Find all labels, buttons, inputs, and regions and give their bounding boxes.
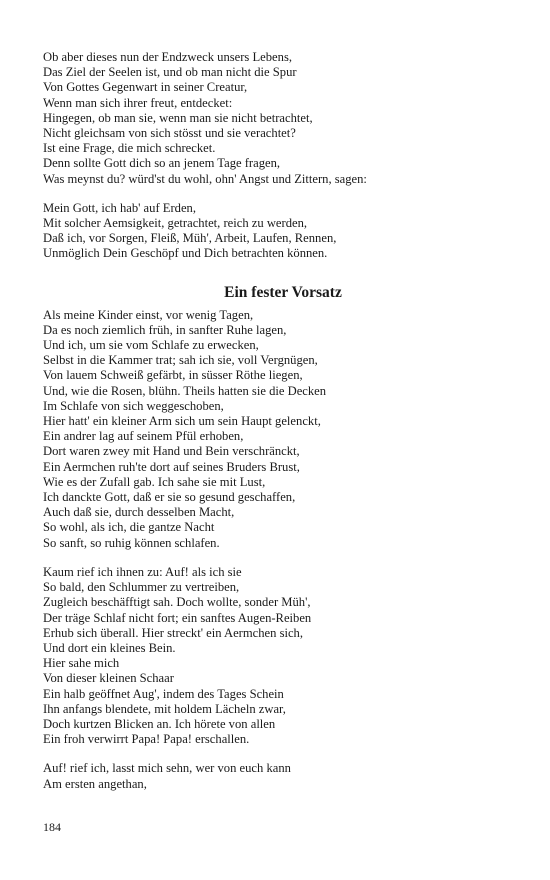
verse-line: Ein andrer lag auf seinem Pfül erhoben, <box>43 429 244 444</box>
verse-line: Auch daß sie, durch desselben Macht, <box>43 505 235 520</box>
verse-line: Ihn anfangs blendete, mit holdem Lächeln zwar, <box>43 701 286 716</box>
poem-section-before <box>43 50 523 262</box>
stanza <box>43 565 523 747</box>
verse-line: Ob aber dieses nun der Endzweck unsers Lebens, <box>43 50 292 64</box>
verse-line: Das Ziel der Seelen ist, und ob man nicht die Spur <box>43 65 297 80</box>
verse-line: Selbst in die Kammer trat; sah ich sie, voll Vergnügen, <box>43 353 318 368</box>
verse-line: Doch kurtzen Blicken an. Ich hörete von allen <box>43 716 276 731</box>
stanza <box>43 761 523 791</box>
verse-line: Am ersten angethan, <box>43 776 147 791</box>
verse-line: So sanft, so ruhig können schlafen. <box>43 535 220 550</box>
verse-line: Mein Gott, ich hab' auf Erden, <box>43 200 197 215</box>
verse-line: Von dieser kleinen Schaar <box>43 671 174 686</box>
verse-line: Und, wie die Rosen, blühn. Theils hatten sie die Decken <box>43 383 327 398</box>
stanza <box>43 50 523 187</box>
verse-line: Dort waren zwey mit Hand und Bein verschränckt, <box>43 444 300 459</box>
verse-line: Als meine Kinder einst, vor wenig Tagen, <box>43 307 254 322</box>
verse-line: Erhub sich überall. Hier streckt' ein Aermchen sich, <box>43 625 304 640</box>
verse-line: Der träge Schlaf nicht fort; ein sanftes Augen-Reiben <box>43 610 312 625</box>
verse-line: Denn sollte Gott dich so an jenem Tage fragen, <box>43 156 281 171</box>
poem-page <box>43 50 523 806</box>
verse-line: Ein halb geöffnet Aug', indem des Tages Schein <box>43 686 284 701</box>
verse-line: Ist eine Frage, die mich schrecket. <box>43 141 216 156</box>
verse-line: Von lauem Schweiß gefärbt, in süsser Röthe liegen, <box>43 368 303 383</box>
stanza <box>43 308 523 551</box>
verse-line: Zugleich beschäfftigt sah. Doch wollte, sonder Müh', <box>43 595 311 610</box>
verse-line: Wie es der Zufall gab. Ich sahe sie mit Lust, <box>43 474 266 489</box>
verse-line: Was meynst du? würd'st du wohl, ohn' Angst und Zittern, sagen: <box>43 171 367 186</box>
verse-line: Daß ich, vor Sorgen, Fleiß, Müh', Arbeit, Laufen, Rennen, <box>43 231 337 246</box>
verse-line: Und dort ein kleines Bein. <box>43 640 176 655</box>
verse-line: Ein Aermchen ruh'te dort auf seines Bruders Brust, <box>43 459 300 474</box>
verse-line: Ein froh verwirrt Papa! Papa! erschallen. <box>43 732 250 747</box>
stanza <box>43 201 523 262</box>
verse-line: So bald, den Schlummer zu vertreiben, <box>43 580 240 595</box>
verse-line: Hier sahe mich <box>43 656 120 671</box>
verse-line: Hingegen, ob man sie, wenn man sie nicht betrachtet, <box>43 110 313 125</box>
verse-line: Im Schlafe von sich weggeschoben, <box>43 398 224 413</box>
verse-line: Wenn man sich ihrer freut, entdecket: <box>43 95 233 110</box>
verse-line: Nicht gleichsam von sich stösst und sie verachtet? <box>43 126 296 141</box>
verse-line: Kaum rief ich ihnen zu: Auf! als ich sie <box>43 564 242 579</box>
verse-line: Und ich, um sie vom Schlafe zu erwecken, <box>43 338 259 353</box>
verse-line: Da es noch ziemlich früh, in sanfter Ruhe lagen, <box>43 322 287 337</box>
verse-line: Mit solcher Aemsigkeit, getrachtet, reich zu werden, <box>43 216 308 231</box>
page-number: 184 <box>43 820 61 834</box>
poem-section-after <box>43 308 523 792</box>
verse-line: Hier hatt' ein kleiner Arm sich um sein Haupt gelenckt, <box>43 414 321 429</box>
verse-line: So wohl, als ich, die gantze Nacht <box>43 520 215 535</box>
verse-line: Auf! rief ich, lasst mich sehn, wer von euch kann <box>43 761 291 776</box>
poem-title: Ein fester Vorsatz <box>224 283 342 301</box>
verse-line: Von Gottes Gegenwart in seiner Creatur, <box>43 80 248 95</box>
verse-line: Unmöglich Dein Geschöpf und Dich betrachten können. <box>43 246 328 261</box>
verse-line: Ich danckte Gott, daß er sie so gesund geschaffen, <box>43 490 296 505</box>
